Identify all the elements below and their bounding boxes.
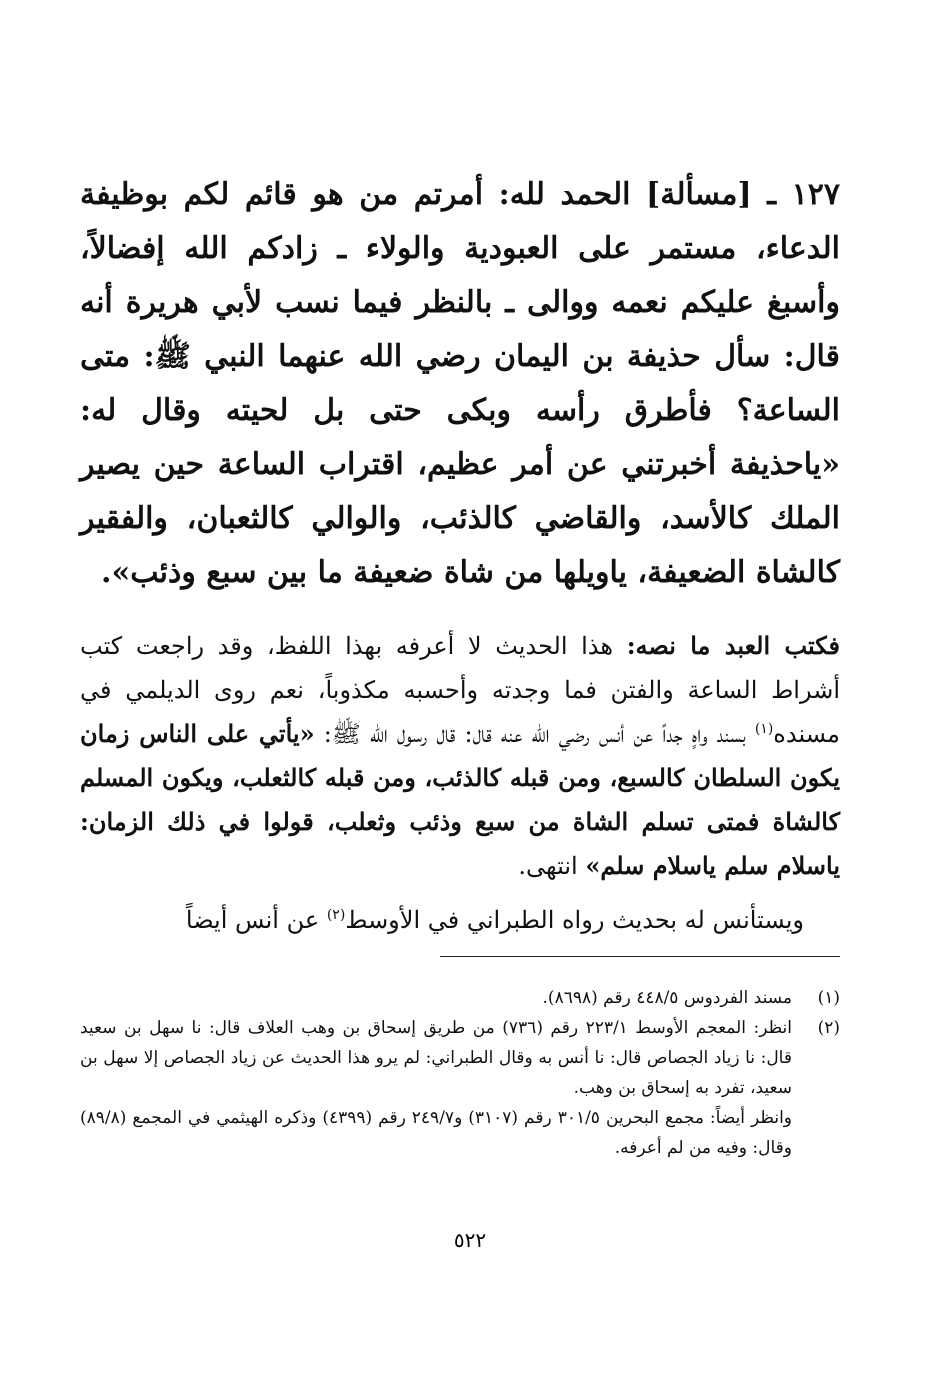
footnote-number: (١) — [817, 988, 840, 1008]
footnote-line: انظر: المعجم الأوسط ٢٢٣/١ رقم (٧٣٦) من طريق إسحاق بن وهب العلاف قال: نا سهل بن سعيد قال: نا زياد الجصاص قال: نا أنس به وقال الطبراني: لم يرو هذا الحديث عن زياد الجصاص إلا سهل بن سعيد، تفرد به إسحاق بن وهب. — [80, 1018, 792, 1098]
footnote-line: وانظر أيضاً: مجمع البحرين ٣٠١/٥ رقم (٣١٠٧) و٢٤٩/٧ رقم (٤٣٩٩) وذكره الهيثمي في المجمع (٨٩/٨) وقال: وفيه من لم أعرفه. — [80, 1108, 793, 1158]
answer-text-1: هذا الحديث لا أعرفه بهذا اللفظ، وقد راجعت كتب أشراط الساعة والفتن فما وجدته وأحسبه مكذوباً، نعم روى الديلمي في مسنده — [80, 632, 840, 748]
footnote-number: (٢) — [817, 1018, 840, 1038]
continuation-text-1: ويستأنس له بحديث رواه الطبراني في الأوسط — [345, 906, 804, 934]
continuation-paragraph — [80, 898, 840, 942]
page-number: ٥٢٢ — [453, 1228, 487, 1252]
continuation-text-2: عن أنس أيضاً — [185, 906, 320, 934]
answer-lead: فكتب العبد ما نصه: — [626, 631, 840, 660]
question-text: [مسألة] الحمد لله: أمرتم من هو قائم لكم بوظيفة الدعاء، مستمر على العبودية والولاء ـ زادكم الله إفضالاً، وأسبغ عليكم نعمه ووالى ـ بالنظر فيما نسب لأبي هريرة أنه قال: سأل حذيفة بن اليمان رضي الله عنهما النبي ﷺ: متى الساعة؟ فأطرق رأسه وبكى حتى بل لحيته وقال له: «ياحذيفة أخبرتني عن أمر عظيم، اقتراب الساعة حين يصير الملك كالأسد، والقاضي كالذئب، والوالي كالثعبان، والفقير كالشاة الضعيفة، ياويلها من شاة ضعيفة ما بين سبع وذئب». — [80, 177, 840, 590]
answer-section — [80, 624, 840, 942]
answer-text-2: بسند واهٍ جداً عن أنس رضي الله عنه قال: قال رسول الله ﷺ: — [323, 720, 746, 748]
answer-paragraph — [80, 624, 840, 888]
question-number: ١٢٧ ـ — [767, 177, 841, 212]
footnote-divider — [80, 942, 840, 961]
question-paragraph — [80, 168, 840, 600]
hadith-quote: «يأتي على الناس زمان يكون السلطان كالسبع، ومن قبله كالذئب، ومن قبله كالثعلب، ويكون المسلم كالشاة فمتى تسلم الشاة من سبع وذئب وثعلب، قولوا في ذلك الزمان: ياسلام سلم ياسلام سلم» — [80, 719, 840, 880]
footnote-line: مسند الفردوس ٤٤٨/٥ رقم (٨٦٩٨). — [542, 988, 792, 1008]
footnote-ref-2: (٢) — [326, 907, 346, 923]
answer-end: انتهى. — [518, 852, 578, 880]
document-page — [80, 168, 840, 1163]
footnote-1 — [80, 983, 840, 1013]
footnotes — [80, 983, 840, 1163]
footnote-ref-1: (١) — [754, 721, 774, 737]
footnote-2 — [80, 1013, 840, 1163]
